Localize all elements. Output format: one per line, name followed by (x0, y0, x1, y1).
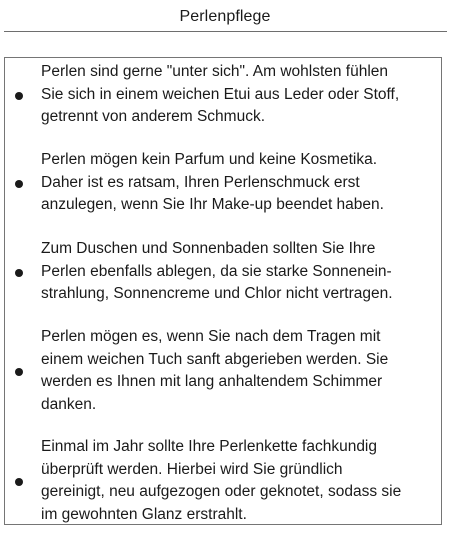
tip-line: Perlen mögen kein Parfum und keine Kosmetika. (41, 151, 378, 168)
list-item (5, 326, 441, 439)
tip-line: Einmal im Jahr sollte Ihre Perlenkette fachkundig (41, 438, 377, 455)
tip-line: gereinigt, neu aufgezogen oder geknotet, sodass sie (41, 483, 402, 501)
bullet-icon (15, 269, 23, 277)
bullet-icon (15, 92, 23, 100)
tip-line: im gewohnten Glanz erstrahlt. (41, 505, 247, 523)
tip-line: strahlung, Sonnencreme und Chlor nicht vertragen. (41, 285, 393, 303)
page-title: Perlenpflege (179, 8, 271, 25)
tip-line: Zum Duschen und Sonnenbaden sollten Sie Ihre (41, 240, 376, 257)
title-divider (4, 31, 447, 32)
tip-line: Perlen ebenfalls ablegen, da sie starke Sonnenein- (41, 262, 392, 280)
tip-line: Sie sich in einem weichen Etui aus Leder oder Stoff, (41, 85, 400, 103)
care-tips-box (4, 57, 442, 525)
tip-line: einem weichen Tuch sanft abgerieben werden. Sie (41, 350, 389, 368)
tip-line: getrennt von anderem Schmuck. (41, 108, 266, 126)
tip-text (41, 149, 437, 217)
tip-line: danken. (41, 395, 97, 413)
bullet-icon (15, 368, 23, 376)
tip-line: Perlen sind gerne "unter sich". Am wohlsten fühlen (41, 63, 389, 80)
bullet-icon (15, 478, 23, 486)
tip-line: anzulegen, wenn Sie Ihr Make-up beendet haben. (41, 196, 384, 214)
tip-text (41, 61, 437, 129)
list-item (5, 149, 441, 239)
tip-line: Daher ist es ratsam, Ihren Perlenschmuck erst (41, 173, 360, 191)
tip-line: Perlen mögen es, wenn Sie nach dem Tragen mit (41, 328, 381, 345)
tip-text (41, 326, 437, 416)
list-item (5, 61, 441, 151)
tip-line: überprüft werden. Hierbei wird Sie gründlich (41, 460, 343, 478)
list-item (5, 238, 441, 328)
list-item (5, 436, 441, 549)
tip-line: werden es Ihnen mit lang anhaltendem Schimmer (41, 373, 383, 391)
tip-text (41, 238, 437, 306)
tip-text (41, 436, 437, 526)
bullet-icon (15, 180, 23, 188)
